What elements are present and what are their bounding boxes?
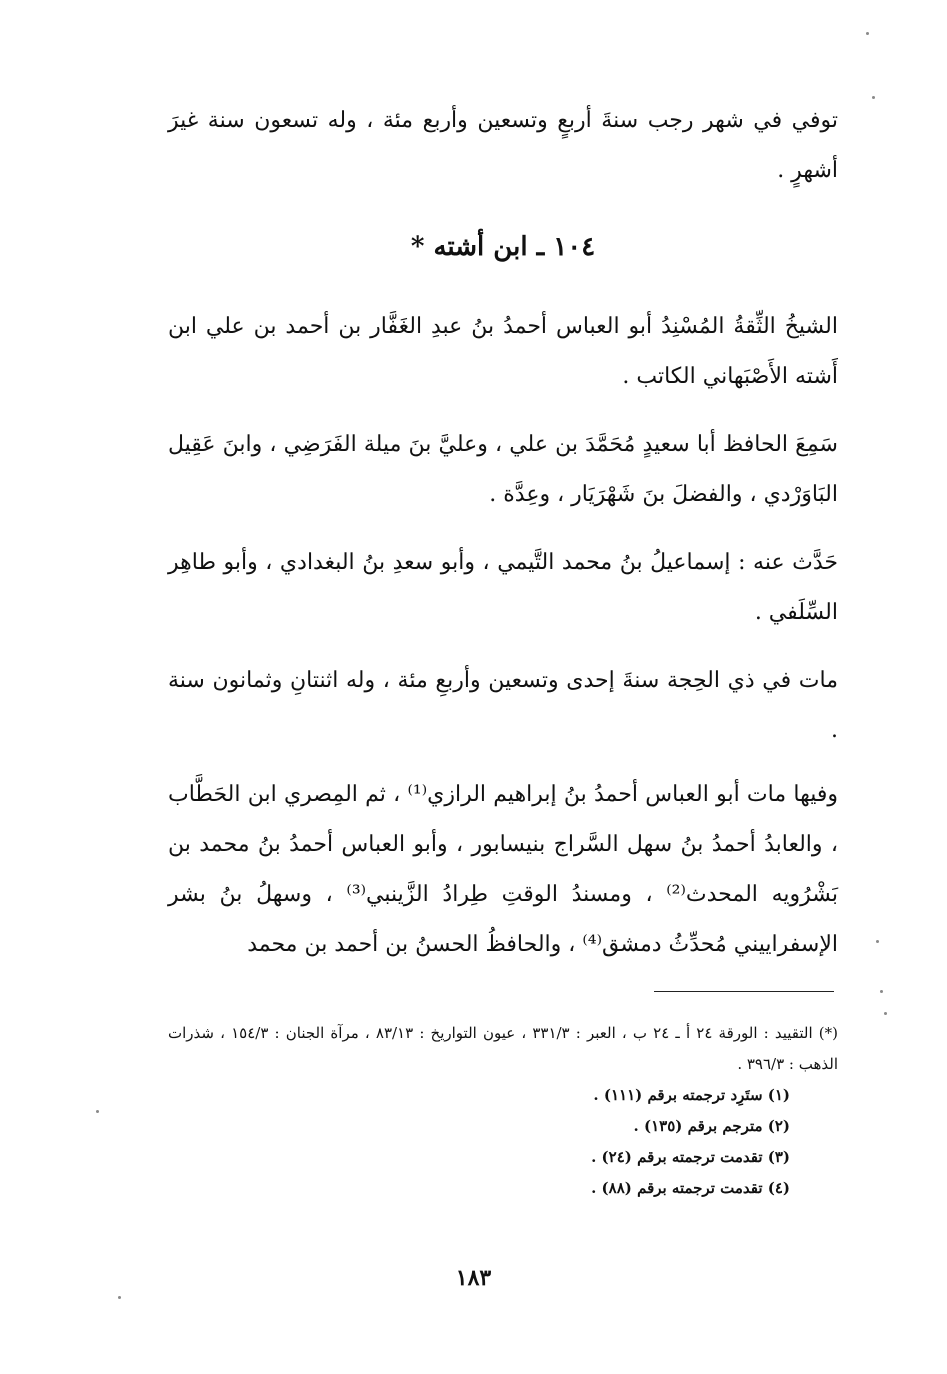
footnote-sources: (*) التقييد : الورقة ٢٤ أ ـ ٢٤ ب ، العبر : ٣٣١/٣ ، عيون التواريخ : ٨٣/١٣ ، مرآة الجنان : ١٥٤/٣ ، شذرات الذهب : ٣٩٦/٣ . [168, 1024, 838, 1073]
entry-heading: ١٠٤ ـ ابن أشته * [410, 232, 596, 262]
entry-paragraph-teachers: سَمِعَ الحافظ أبا سعيدٍ مُحَمَّدَ بن علي ، وعليَّ بنَ ميلة الفَرَضِي ، وابنَ عَقِيل البَاوَرْدي ، والفضلَ بنَ شَهْرَيَار ، وعِدَّة . [168, 432, 838, 507]
scan-speck [872, 96, 875, 99]
footnote-divider [654, 991, 834, 992]
scan-speck [876, 940, 879, 943]
page-number: ١٨٣ [455, 1265, 492, 1291]
scan-speck [880, 990, 883, 993]
entry-paragraph-death: مات في ذي الحِجة سنةَ إحدى وتسعين وأربعِ مئة ، وله اثنتانِ وثمانون سنة . [168, 668, 838, 743]
scan-speck [118, 1296, 121, 1299]
scan-speck [96, 1110, 99, 1113]
entry-paragraph-name: الشيخُ الثِّقةُ المُسْنِدُ أبو العباس أحمدُ بنُ عبدِ الغَفَّار بن أحمد بن علي ابن أَشته الأَصْبَهاني الكاتب . [168, 314, 838, 389]
footnote-item: (١) ستَرِد ترجمته برقم (١١١) . [593, 1086, 790, 1104]
footnote-item: (٤) تقدمت ترجمته برقم (٨٨) . [591, 1179, 790, 1197]
entry-paragraph-same-year-deaths: وفيها مات أبو العباس أحمدُ بنُ إبراهيم الرازي⁽¹⁾ ، ثم المِصري ابن الحَطَّاب ، والعابدُ أحمدُ بنُ سهل السَّراج بنيسابور ، وأبو العباس أحمدُ بنُ محمد بن بَشْرُويه المحدث⁽²⁾ ، ومسندُ الوقتِ طِرادُ الزَّينبي⁽³⁾ ، وسهلُ بنُ بشر الإسفراييني مُحدِّثُ دمشق⁽⁴⁾ ، والحافظُ الحسنُ بن أحمد بن محمد [168, 782, 838, 957]
scan-speck [884, 1012, 887, 1015]
scan-speck [866, 32, 869, 35]
entry-paragraph-students: حَدَّث عنه : إسماعيلُ بنُ محمد التَّيمي ، وأبو سعدِ بنُ البغدادي ، وأبو طاهِر السِّلَفي . [168, 550, 838, 625]
intro-paragraph: توفي في شهر رجب سنةَ أربعٍ وتسعين وأربع مئة ، وله تسعون سنة غيرَ أشهرٍ . [168, 108, 838, 183]
footnotes-section [168, 1018, 838, 1204]
footnote-item: (٣) تقدمت ترجمته برقم (٢٤) . [591, 1148, 790, 1166]
footnote-item: (٢) مترجم برقم (١٣٥) . [633, 1117, 790, 1135]
